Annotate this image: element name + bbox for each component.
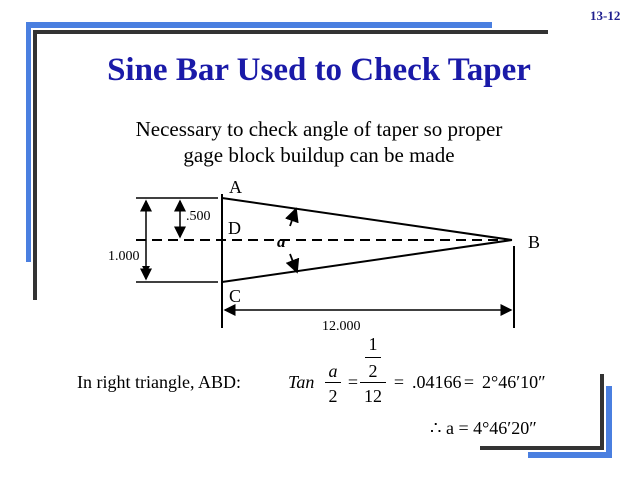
half-angle-value: 2°46′10″ [482, 372, 546, 392]
rhs-denominator: 12 [364, 386, 382, 406]
taper-lower-edge [222, 240, 512, 282]
rhs-inner-fraction-bar [365, 357, 381, 358]
lhs-denominator: 2 [328, 386, 338, 406]
point-a-label: A [229, 177, 242, 197]
subtitle-line-2: gage block buildup can be made [183, 143, 455, 167]
lhs-numerator: a [328, 361, 338, 381]
point-b-label: B [528, 232, 541, 252]
rhs-top-numerator: 1 [368, 334, 378, 354]
full-height-label: 1.000 [108, 249, 140, 264]
equation-intro: In right triangle, ABD: [77, 372, 241, 392]
equals-sign-1: = [347, 372, 359, 392]
equals-sign-3: = [463, 372, 475, 392]
page-title: Sine Bar Used to Check Taper [107, 52, 531, 88]
taper-upper-edge [222, 198, 512, 240]
angle-arrow-top [290, 209, 296, 226]
point-d-label: D [228, 218, 241, 238]
slide-number: 13-12 [590, 8, 621, 23]
half-height-label: .500 [186, 209, 211, 224]
rhs-numerator: 2 [368, 361, 378, 381]
point-c-label: C [229, 286, 242, 306]
conclusion: ∴ a = 4°46′20″ [430, 418, 537, 438]
lhs-fraction-bar [325, 382, 341, 383]
angle-arrow-bottom [290, 254, 297, 272]
equals-sign-2: = [393, 372, 405, 392]
dim-full-pointer [142, 266, 150, 273]
tan-value: .04166 [412, 372, 462, 392]
tan-function: Tan [288, 372, 315, 392]
rhs-fraction-bar [360, 382, 386, 383]
subtitle-line-1: Necessary to check angle of taper so proper [135, 117, 503, 141]
length-label: 12.000 [322, 319, 361, 334]
angle-label: a [277, 232, 286, 251]
